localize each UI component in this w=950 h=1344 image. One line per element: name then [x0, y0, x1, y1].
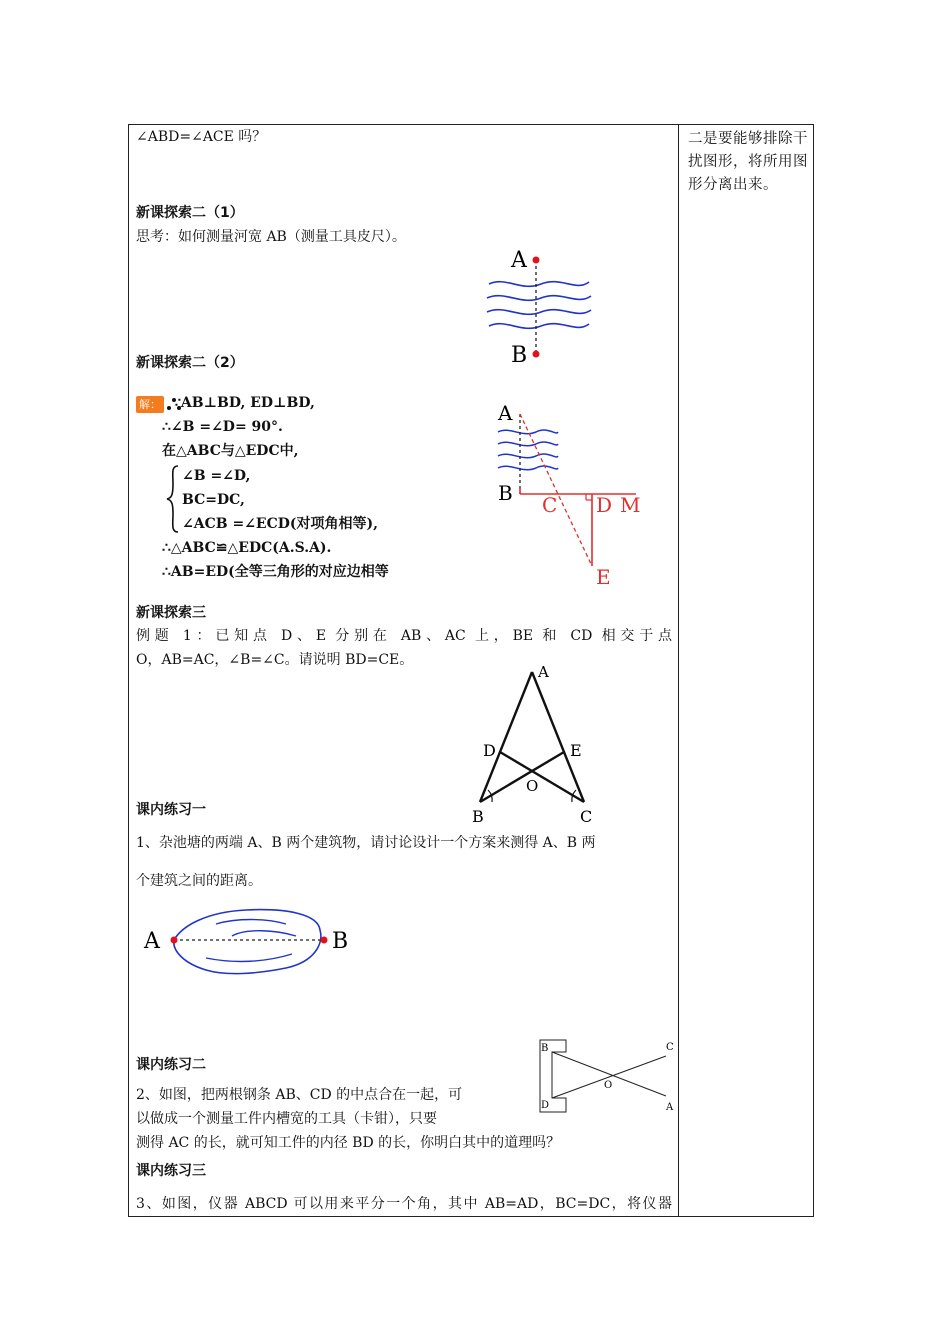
river-label-a: A [511, 248, 527, 273]
triangle-figure [466, 664, 606, 824]
caliper-label-a: A [666, 1102, 674, 1113]
explore2-2-heading: 新课探索二（2） [136, 355, 244, 371]
caliper-label-d: D [541, 1100, 550, 1111]
solution-line-7: ∴△ABC≌△EDC(A.S.A). [162, 540, 332, 556]
explore2-1-heading: 新课探索二（1） [136, 205, 244, 221]
practice2-line1: 2、如图，把两根钢条 AB、CD 的中点合在一起，可 [136, 1087, 463, 1103]
main-column [136, 124, 672, 1214]
explore2-1-question: 思考：如何测量河宽 AB（测量工具皮尺）。 [136, 229, 406, 245]
solution-brace [166, 464, 180, 534]
measure-label-a: A [498, 401, 513, 425]
triangle-label-c: C [580, 807, 593, 826]
measure-figure [496, 401, 646, 589]
triangle-label-a: A [538, 663, 549, 681]
measure-label-e: E [596, 565, 611, 589]
solution-line-5: BC=DC, [182, 492, 245, 508]
side-note: 二是要能够排除干扰图形，将所用图形分离出来。 [688, 131, 808, 193]
triangle-label-e: E [570, 741, 582, 760]
pond-label-a: A [144, 929, 160, 954]
triangle-label-b: B [472, 807, 484, 826]
caliper-label-o: O [604, 1080, 613, 1091]
practice3-heading: 课内练习三 [136, 1163, 206, 1179]
solution-line-3: 在△ABC与△EDC中, [162, 443, 299, 459]
practice1-line2: 个建筑之间的距离。 [136, 873, 262, 889]
solution-badge: 解： [136, 396, 164, 413]
continued-question: ∠ABD=∠ACE 吗？ [136, 129, 267, 145]
practice2-line3: 测得 AC 的长，就可知工件的内径 BD 的长，你明白其中的道理吗？ [136, 1135, 561, 1151]
column-divider [678, 124, 679, 1217]
solution-line-4: ∠B =∠D, [182, 468, 251, 484]
practice2-heading: 课内练习二 [136, 1057, 206, 1073]
explore3-heading: 新课探索三 [136, 605, 206, 621]
triangle-label-o: O [526, 777, 539, 795]
river-label-b: B [511, 343, 528, 368]
example1-line1: 例题 1：已知点 D、E 分别在 AB、AC 上，BE 和 CD 相交于点 [136, 628, 672, 644]
measure-label-c: C [542, 493, 558, 517]
practice2-line2: 以做成一个测量工件内槽宽的工具（卡钳），只要 [136, 1111, 437, 1127]
pond-figure [136, 902, 366, 982]
practice1-heading: 课内练习一 [136, 802, 206, 818]
river-figure [481, 246, 601, 368]
solution-line-8: ∴AB=ED(全等三角形的对应边相等 [162, 564, 389, 580]
measure-label-d: D [596, 493, 613, 517]
measure-label-b: B [498, 481, 513, 505]
caliper-label-c: C [666, 1042, 674, 1053]
caliper-figure [536, 1036, 676, 1116]
solution-line-1: ∵AB⊥BD, ED⊥BD, [172, 395, 315, 411]
practice1-line1: 1、杂池塘的两端 A、B 两个建筑物，请讨论设计一个方案来测得 A、B 两 [136, 835, 596, 851]
solution-line-6: ∠ACB =∠ECD(对项角相等), [182, 516, 378, 532]
caliper-label-b: B [541, 1043, 549, 1054]
triangle-label-d: D [483, 741, 496, 760]
measure-label-m: M [620, 493, 641, 517]
example1-line2: O，AB=AC，∠B=∠C。请说明 BD=CE。 [136, 652, 414, 668]
solution-line-2: ∴∠B =∠D= 90°. [162, 419, 283, 435]
pond-label-b: B [332, 929, 349, 954]
practice3-line1: 3、如图，仪器 ABCD 可以用来平分一个角，其中 AB=AD，BC=DC，将仪器 [136, 1196, 672, 1212]
